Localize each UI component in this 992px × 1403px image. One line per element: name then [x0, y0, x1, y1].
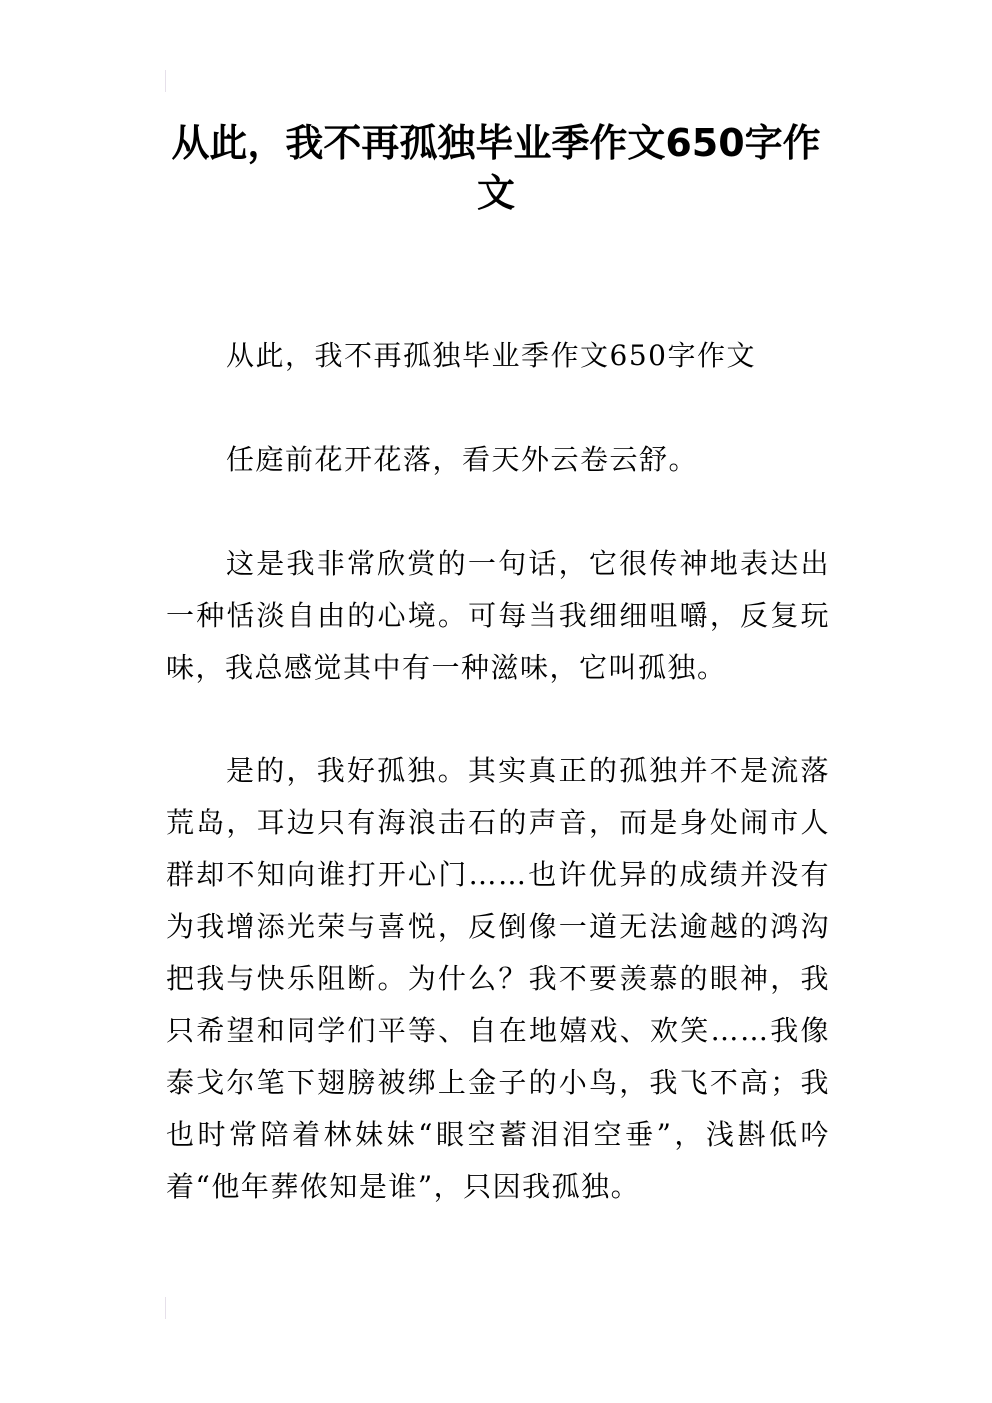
- paragraph-loneliness: [166, 745, 830, 1213]
- paragraph-quote: [166, 434, 830, 486]
- document-title: 从此，我不再孤独毕业季作文650字作文: [171, 121, 821, 215]
- paragraph-text: 这是我非常欣赏的一句话，它很传神地表达出一种恬淡自由的心境。可每当我细细咀嚼，反复玩味，我总感觉其中有一种滋味，它叫孤独。: [166, 547, 830, 684]
- paragraph-text: 从此，我不再孤独毕业季作文650字作文: [226, 339, 756, 372]
- paragraph-text: 是的，我好孤独。其实真正的孤独并不是流落荒岛，耳边只有海浪击石的声音，而是身处闹市人群却不知向谁打开心门……也许优异的成绩并没有为我增添光荣与喜悦，反倒像一道无法逾越的鸿沟把我与快乐阻断。为什么？我不要羡慕的眼神，我只希望和同学们平等、自在地嬉戏、欢笑……我像泰戈尔笔下翅膀被绑上金子的小鸟，我飞不高；我也时常陪着林妹妹“眼空蓄泪泪空垂”，浅斟低吟着“他年葬侬知是谁”，只因我孤独。: [166, 754, 830, 1203]
- paragraph-text: 任庭前花开花落，看天外云卷云舒。: [226, 443, 699, 476]
- paragraph-subtitle: [166, 330, 830, 382]
- crop-mark-bottom: [165, 1297, 166, 1319]
- paragraph-appreciation: [166, 538, 830, 694]
- crop-mark-top: [165, 70, 166, 92]
